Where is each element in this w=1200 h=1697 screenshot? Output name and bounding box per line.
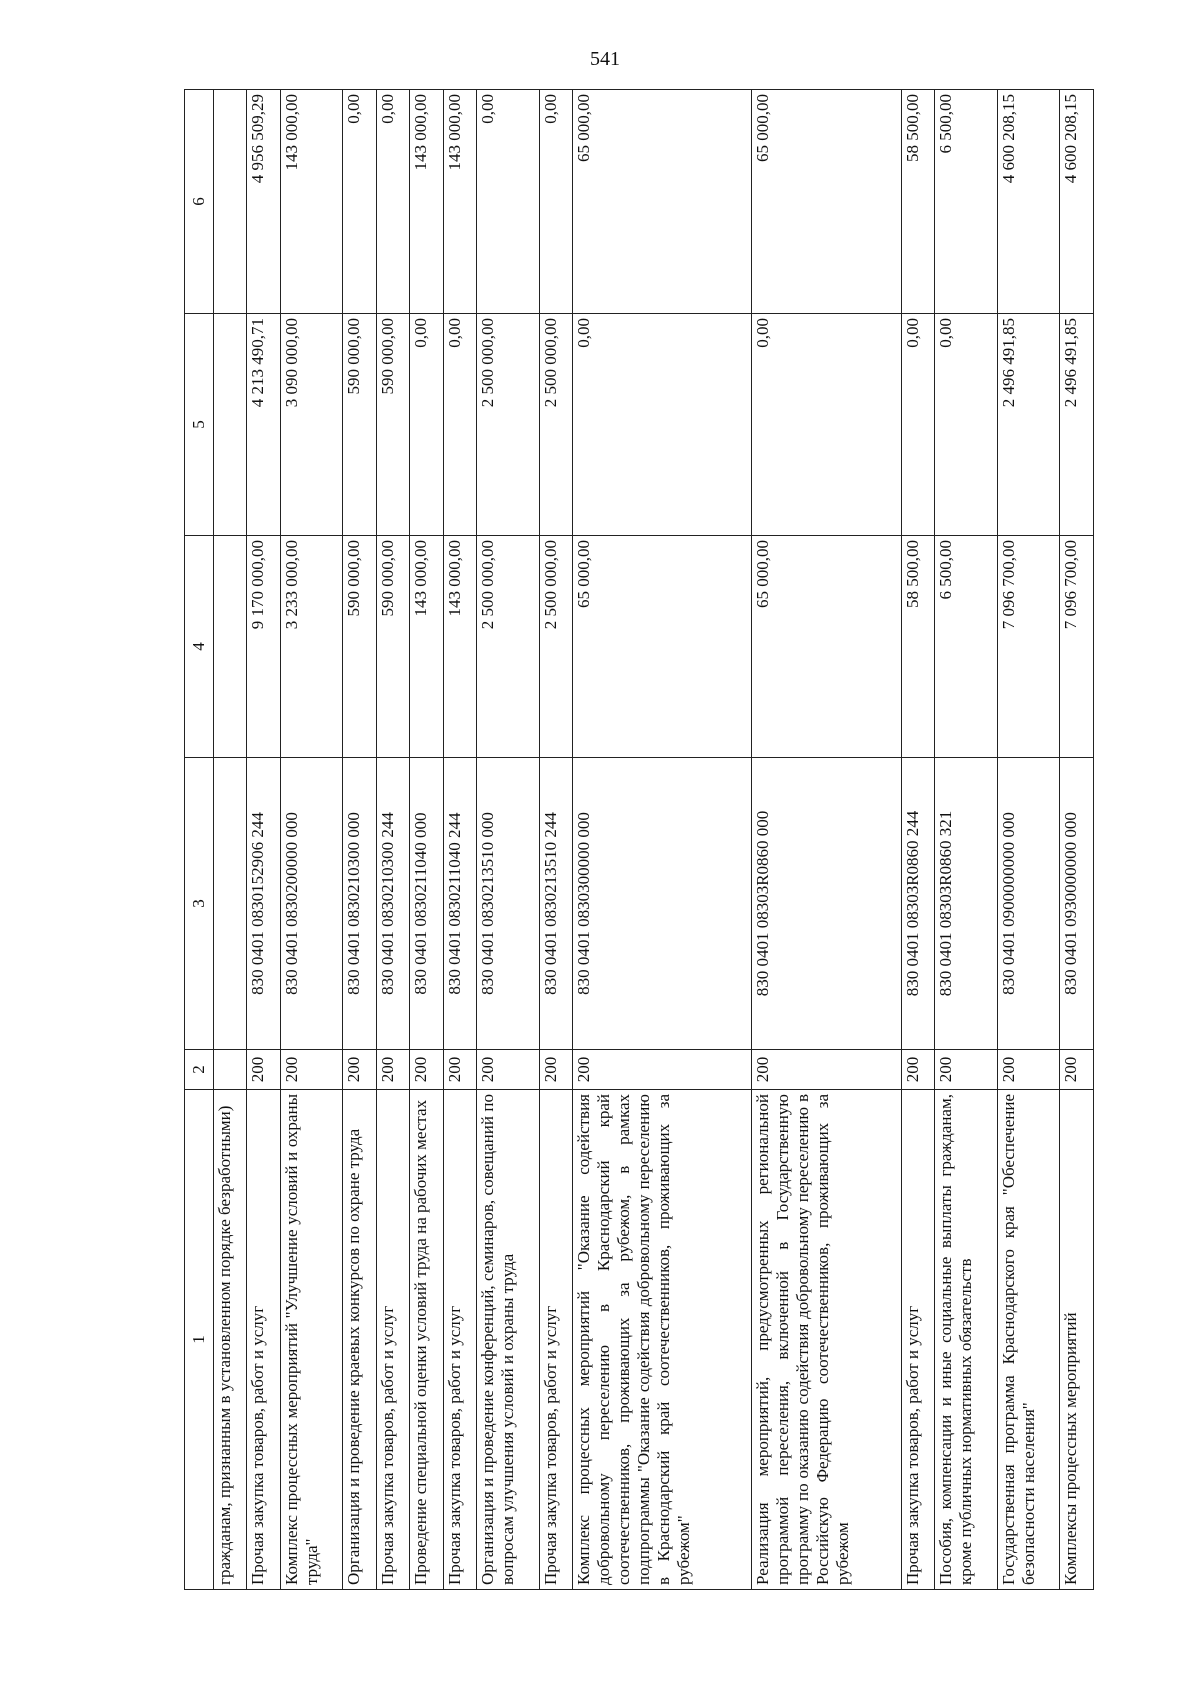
row-plan-cell: 6 500,00 [935, 536, 998, 758]
row-remainder-cell [214, 90, 247, 314]
table-row [997, 90, 1060, 1590]
row-remainder-cell: 4 600 208,15 [1060, 90, 1094, 314]
row-code-cell: 830 0401 08303R0860 244 [901, 758, 934, 1050]
row-plan-cell: 2 500 000,00 [539, 536, 572, 758]
row-executed-cell: 0,00 [443, 314, 476, 536]
row-remainder-cell: 6 500,00 [935, 90, 998, 314]
row-executed-cell: 590 000,00 [343, 314, 376, 536]
row-plan-cell: 65 000,00 [752, 536, 902, 758]
row-kvr-cell [214, 1050, 247, 1090]
row-remainder-cell: 0,00 [477, 90, 540, 314]
row-executed-cell: 0,00 [410, 314, 443, 536]
header-cell: 3 [185, 758, 214, 1050]
row-plan-cell: 590 000,00 [376, 536, 409, 758]
row-name-cell: Организация и проведение краевых конкурсов по охране труда [343, 1090, 376, 1590]
row-name-cell: Комплекс процессных мероприятий "Улучшение условий и охраны труда" [280, 1090, 343, 1590]
row-executed-cell [214, 314, 247, 536]
row-remainder-cell: 0,00 [539, 90, 572, 314]
table-row [901, 90, 934, 1590]
row-remainder-cell: 4 956 509,29 [247, 90, 280, 314]
row-executed-cell: 590 000,00 [376, 314, 409, 536]
row-executed-cell: 2 496 491,85 [1060, 314, 1094, 536]
table-body [214, 90, 1094, 1590]
row-plan-cell: 65 000,00 [573, 536, 752, 758]
row-code-cell: 830 0401 08303R0860 000 [752, 758, 902, 1050]
header-cell: 4 [185, 536, 214, 758]
row-name-cell: Реализация мероприятий, предусмотренных региональной программой переселения, включенной в Государственную программу по оказанию содействия добровольному переселению в Российскую Федерацию соотечественников, проживающих за рубежом [752, 1090, 902, 1590]
row-plan-cell: 2 500 000,00 [477, 536, 540, 758]
row-kvr-cell: 200 [477, 1050, 540, 1090]
table-row [539, 90, 572, 1590]
header-cell: 2 [185, 1050, 214, 1090]
row-kvr-cell: 200 [376, 1050, 409, 1090]
row-name-cell: Проведение специальной оценки условий труда на рабочих местах [410, 1090, 443, 1590]
header-row [185, 90, 214, 1590]
row-plan-cell: 9 170 000,00 [247, 536, 280, 758]
table-row [410, 90, 443, 1590]
row-remainder-cell: 65 000,00 [573, 90, 752, 314]
row-name-cell: Пособия, компенсации и иные социальные выплаты гражданам, кроме публичных нормативных обязательств [935, 1090, 998, 1590]
row-executed-cell: 0,00 [901, 314, 934, 536]
table-row [573, 90, 752, 1590]
row-plan-cell: 7 096 700,00 [1060, 536, 1094, 758]
row-plan-cell: 590 000,00 [343, 536, 376, 758]
row-kvr-cell: 200 [280, 1050, 343, 1090]
row-remainder-cell: 143 000,00 [443, 90, 476, 314]
row-kvr-cell: 200 [539, 1050, 572, 1090]
row-code-cell: 830 0401 0830300000 000 [573, 758, 752, 1050]
row-name-cell: Прочая закупка товаров, работ и услуг [443, 1090, 476, 1590]
row-kvr-cell: 200 [997, 1050, 1060, 1090]
row-remainder-cell: 65 000,00 [752, 90, 902, 314]
row-code-cell: 830 0401 0830211040 000 [410, 758, 443, 1050]
header-cell: 5 [185, 314, 214, 536]
row-kvr-cell: 200 [343, 1050, 376, 1090]
table-row [443, 90, 476, 1590]
row-code-cell: 830 0401 0830210300 244 [376, 758, 409, 1050]
row-name-cell: Государственная программа Краснодарского края "Обеспечение безопасности населения" [997, 1090, 1060, 1590]
row-code-cell: 830 0401 0930000000 000 [1060, 758, 1094, 1050]
row-kvr-cell: 200 [901, 1050, 934, 1090]
row-name-cell: Прочая закупка товаров, работ и услуг [901, 1090, 934, 1590]
row-code-cell: 830 0401 0830200000 000 [280, 758, 343, 1050]
row-executed-cell: 2 500 000,00 [539, 314, 572, 536]
row-kvr-cell: 200 [247, 1050, 280, 1090]
row-remainder-cell: 0,00 [376, 90, 409, 314]
row-plan-cell: 58 500,00 [901, 536, 934, 758]
row-code-cell: 830 0401 0830213510 244 [539, 758, 572, 1050]
row-executed-cell: 0,00 [935, 314, 998, 536]
row-executed-cell: 2 496 491,85 [997, 314, 1060, 536]
row-code-cell: 830 0401 0830210300 000 [343, 758, 376, 1050]
row-remainder-cell: 0,00 [343, 90, 376, 314]
row-code-cell [214, 758, 247, 1050]
row-plan-cell: 3 233 000,00 [280, 536, 343, 758]
row-executed-cell: 0,00 [573, 314, 752, 536]
rotated-table-container [184, 90, 1094, 1590]
row-kvr-cell: 200 [1060, 1050, 1094, 1090]
row-name-cell: Организация и проведение конференций, семинаров, совещаний по вопросам улучшения условий и охраны труда [477, 1090, 540, 1590]
row-plan-cell [214, 536, 247, 758]
table-row [376, 90, 409, 1590]
row-kvr-cell: 200 [573, 1050, 752, 1090]
row-code-cell: 830 0401 08303R0860 321 [935, 758, 998, 1050]
row-code-cell: 830 0401 0830152906 244 [247, 758, 280, 1050]
row-plan-cell: 143 000,00 [410, 536, 443, 758]
table-row [752, 90, 902, 1590]
table-row [214, 90, 247, 1590]
table-row [1060, 90, 1094, 1590]
row-code-cell: 830 0401 0830211040 244 [443, 758, 476, 1050]
row-code-cell: 830 0401 0830213510 000 [477, 758, 540, 1050]
row-executed-cell: 0,00 [752, 314, 902, 536]
row-kvr-cell: 200 [752, 1050, 902, 1090]
row-executed-cell: 2 500 000,00 [477, 314, 540, 536]
row-name-cell: Комплексы процессных мероприятий [1060, 1090, 1094, 1590]
table-row [280, 90, 343, 1590]
row-name-cell: Прочая закупка товаров, работ и услуг [539, 1090, 572, 1590]
page-number: 541 [590, 48, 620, 70]
row-remainder-cell: 58 500,00 [901, 90, 934, 314]
row-remainder-cell: 4 600 208,15 [997, 90, 1060, 314]
row-name-cell: гражданам, признанным в установленном порядке безработными) [214, 1090, 247, 1590]
row-kvr-cell: 200 [935, 1050, 998, 1090]
header-cell: 6 [185, 90, 214, 314]
row-plan-cell: 143 000,00 [443, 536, 476, 758]
table-row [247, 90, 280, 1590]
row-executed-cell: 4 213 490,71 [247, 314, 280, 536]
row-code-cell: 830 0401 0900000000 000 [997, 758, 1060, 1050]
row-executed-cell: 3 090 000,00 [280, 314, 343, 536]
table-row [477, 90, 540, 1590]
row-remainder-cell: 143 000,00 [280, 90, 343, 314]
row-name-cell: Комплекс процессных мероприятий "Оказание содействия добровольному переселению в Краснодарский край соотечественников, проживающих за рубежом, в рамках подпрограммы "Оказание содействия добровольному переселению в Краснодарский край соотечественников, проживающих за рубежом" [573, 1090, 752, 1590]
row-kvr-cell: 200 [443, 1050, 476, 1090]
table-row [343, 90, 376, 1590]
table-row [935, 90, 998, 1590]
row-name-cell: Прочая закупка товаров, работ и услуг [376, 1090, 409, 1590]
header-cell: 1 [185, 1090, 214, 1590]
row-plan-cell: 7 096 700,00 [997, 536, 1060, 758]
row-name-cell: Прочая закупка товаров, работ и услуг [247, 1090, 280, 1590]
budget-table [184, 89, 1094, 1590]
row-kvr-cell: 200 [410, 1050, 443, 1090]
row-remainder-cell: 143 000,00 [410, 90, 443, 314]
